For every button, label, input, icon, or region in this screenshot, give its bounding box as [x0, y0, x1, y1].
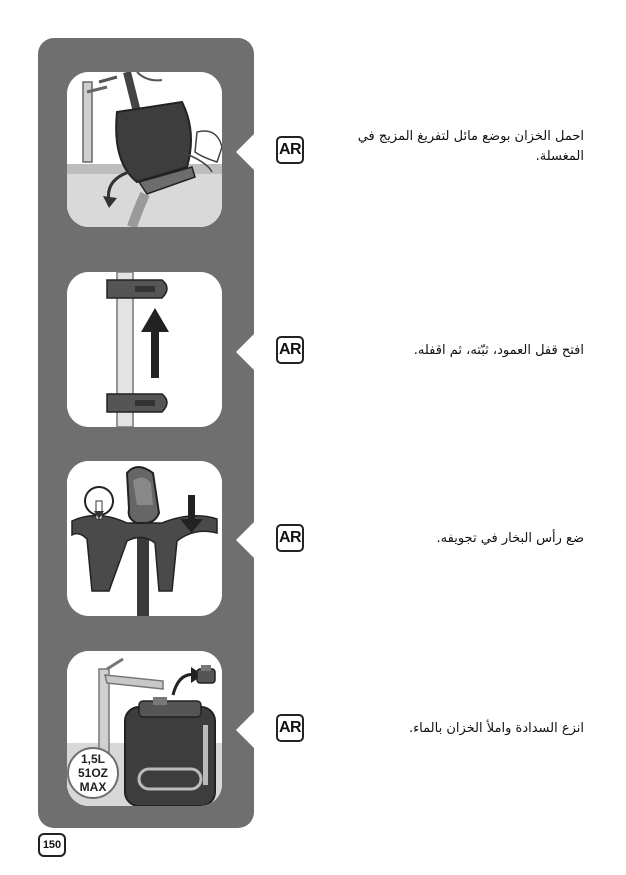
steam-head-holder-icon	[67, 461, 222, 616]
step-2-instruction: افتح قفل العمود، ثبّته، ثم اقفله.	[413, 343, 584, 358]
language-badge: AR	[276, 336, 304, 364]
step-1-pointer	[236, 134, 254, 170]
step-3-pointer	[236, 522, 254, 558]
empty-tank-in-sink-icon	[67, 72, 222, 227]
capacity-label-line1: 1,5L	[80, 752, 106, 766]
fill-tank-icon	[67, 651, 222, 806]
step-2-illustration	[67, 272, 222, 427]
step-1-illustration	[67, 72, 222, 227]
step-2-pointer	[236, 334, 254, 370]
step-3-illustration	[67, 461, 222, 616]
language-badge: AR	[276, 524, 304, 552]
step-4-pointer	[236, 712, 254, 748]
capacity-label-line3: MAX	[79, 780, 107, 794]
page-number: 150	[38, 833, 66, 857]
step-1-instruction: احمل الخزان بوضع مائل لتفريغ المزيج في المغسلة.	[357, 129, 584, 164]
language-badge: AR	[276, 714, 304, 742]
pole-lock-icon	[67, 272, 222, 427]
step-4-illustration	[67, 651, 222, 806]
language-badge: AR	[276, 136, 304, 164]
step-3-instruction: ضع رأس البخار في تجويفه.	[436, 531, 584, 546]
capacity-label-line2: 51OZ	[77, 766, 109, 780]
step-4-instruction: انزع السدادة واملأ الخزان بالماء.	[408, 721, 584, 736]
